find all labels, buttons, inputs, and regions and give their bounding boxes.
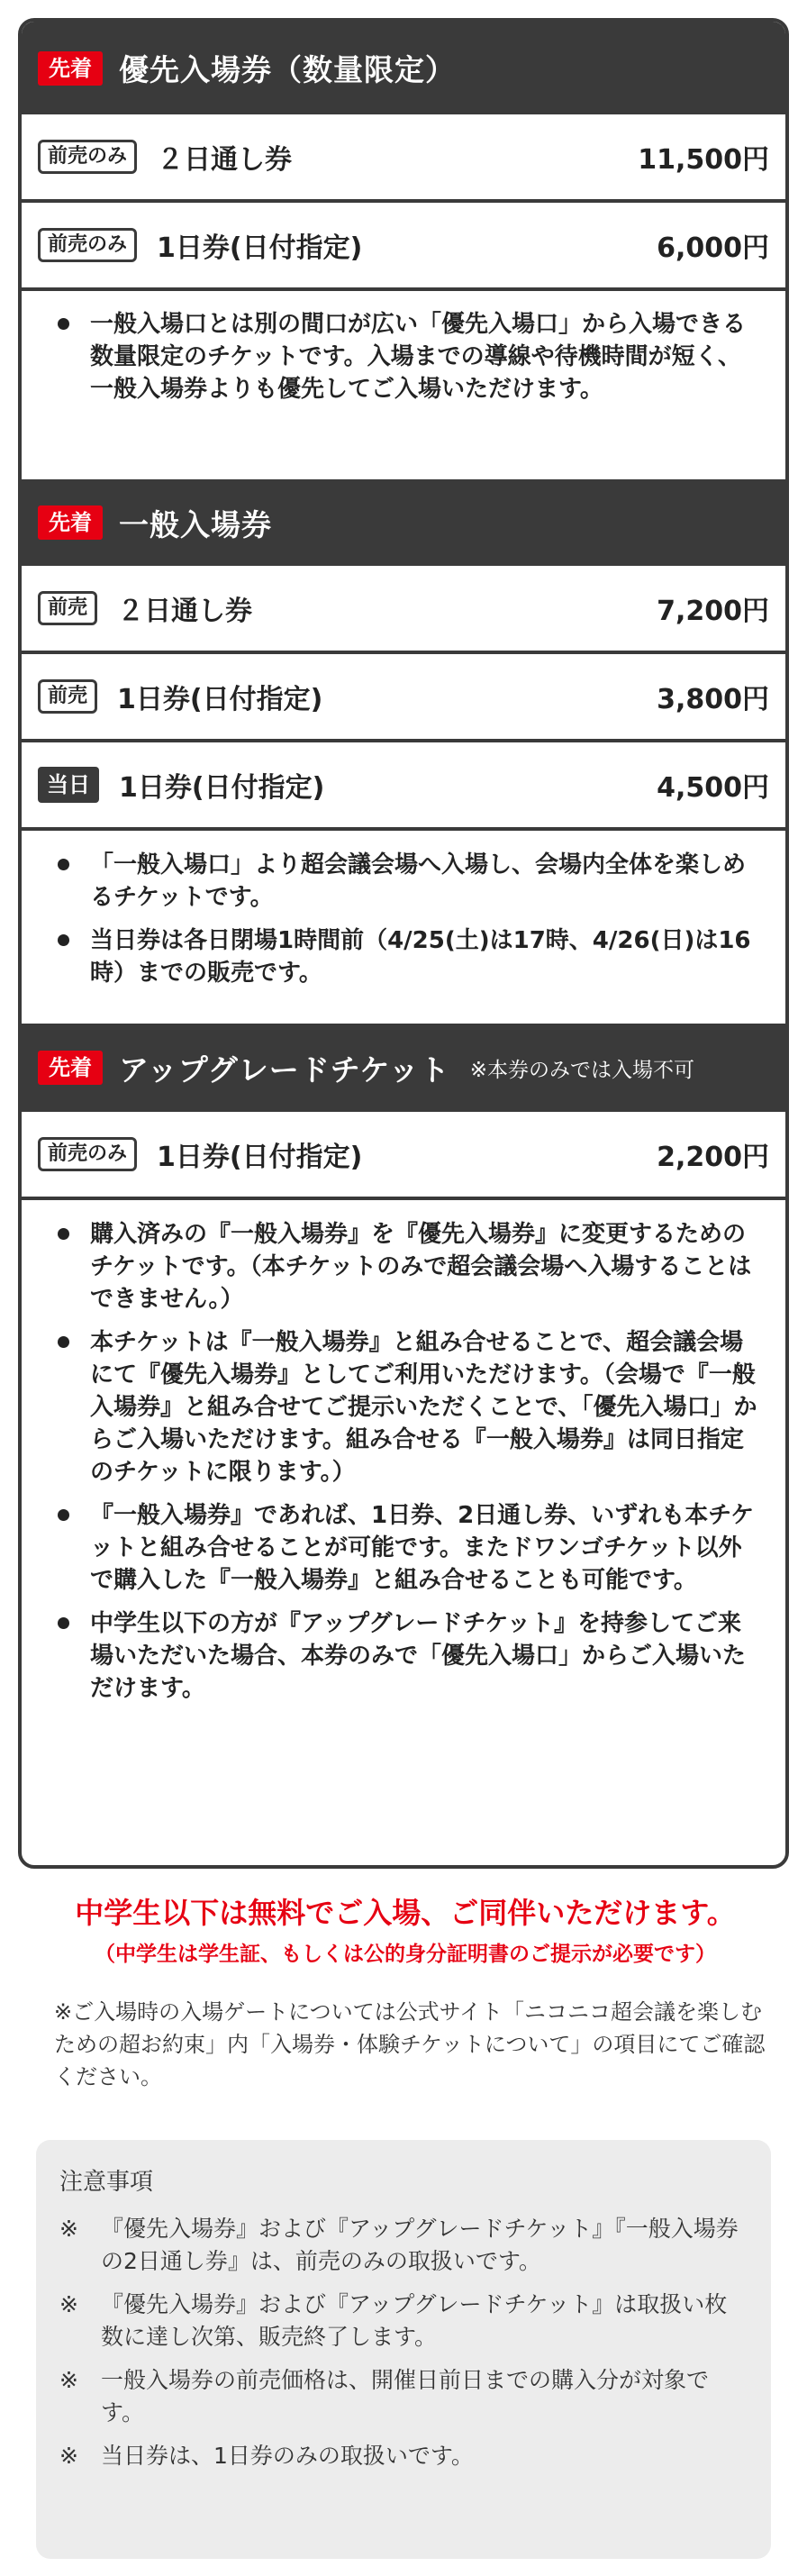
first-come-badge: 先着 — [38, 505, 103, 540]
section-header-priority — [22, 22, 785, 114]
list-item: 「一般入場口」より超会議会場へ入場し、会場内全体を楽しめるチケットです。 — [54, 849, 758, 914]
section-description — [22, 1218, 785, 1716]
ticket-row — [22, 742, 785, 831]
sales-type-tag: 前売 — [38, 591, 97, 625]
section-description — [22, 849, 785, 1000]
ticket-price: 2,200円 — [657, 1142, 769, 1173]
ticket-price-table — [18, 18, 789, 1869]
ticket-row — [22, 203, 785, 291]
caution-item: ※ 当日券は、1日券のみの取扱いです。 — [59, 2440, 748, 2472]
list-item: 本チケットは『一般入場券』と組み合せることで、超会議会場にて『優先入場券』としてご利用いただけます。（会場で『一般入場券』と組み合せてご提示いただくことで、「優先入場口」からご入場いただけます。組み合せる『一般入場券』は同日指定のチケットに限ります。） — [54, 1326, 758, 1488]
list-item: 『一般入場券』であれば、1日券、2日通し券、いずれも本チケットと組み合せることが可能です。またドワンゴチケット以外で購入した『一般入場券』と組み合せることも可能です。 — [54, 1499, 758, 1597]
free-entry-condition: （中学生は学生証、もしくは公的身分証明書のご提示が必要です） — [95, 1943, 716, 1966]
list-item: 中学生以下の方が『アップグレードチケット』を持参してご来場いただいた場合、本券のみで「優先入場口」からご入場いただけます。 — [54, 1607, 758, 1705]
first-come-badge: 先着 — [38, 1051, 103, 1085]
bullet-icon — [58, 1336, 69, 1348]
asterisk-mark-icon: ※ — [59, 2367, 78, 2393]
ticket-price: 7,200円 — [657, 596, 769, 627]
sales-type-tag: 前売のみ — [38, 228, 137, 262]
asterisk-mark-icon: ※ — [59, 2216, 78, 2242]
ticket-name: ２日通し券 — [157, 144, 293, 176]
ticket-name: 1日券(日付指定) — [157, 232, 363, 264]
section-header-general — [22, 479, 785, 566]
ticket-price: 4,500円 — [657, 772, 769, 804]
ticket-row — [22, 654, 785, 742]
bullet-icon — [58, 1509, 69, 1521]
bullet-icon — [58, 934, 69, 946]
ticket-name: ２日通し券 — [117, 596, 253, 627]
bullet-icon — [58, 318, 69, 330]
first-come-badge: 先着 — [38, 51, 103, 86]
section-title: 一般入場券 — [119, 506, 272, 542]
caution-item: ※ 一般入場券の前売価格は、開催日前日までの購入分が対象です。 — [59, 2364, 748, 2429]
same-day-tag: 当日 — [38, 767, 99, 803]
list-item: 一般入場口とは別の間口が広い「優先入場口」から入場できる数量限定のチケットです。入場までの導線や待機時間が短く、一般入場券よりも優先してご入場いただけます。 — [54, 308, 758, 405]
list-item: 購入済みの『一般入場券』を『優先入場券』に変更するためのチケットです。（本チケットのみで超会議会場へ入場することはできません。） — [54, 1218, 758, 1315]
ticket-row — [22, 114, 785, 203]
sales-type-tag: 前売のみ — [38, 1137, 137, 1171]
caution-item: ※ 『優先入場券』および『アップグレードチケット』『一般入場券の2日通し券』は、前売のみの取扱いです。 — [59, 2213, 748, 2278]
bullet-icon — [58, 1228, 69, 1240]
free-entry-notice: 中学生以下は無料でご入場、ご同伴いただけます。 — [75, 1896, 736, 1930]
ticket-row — [22, 1112, 785, 1200]
asterisk-mark-icon: ※ — [59, 2443, 78, 2469]
asterisk-mark-icon: ※ — [59, 2291, 78, 2317]
sales-type-tag: 前売 — [38, 679, 97, 714]
bullet-icon — [58, 859, 69, 870]
caution-title: 注意事項 — [59, 2169, 154, 2196]
bullet-icon — [58, 1617, 69, 1629]
section-header-upgrade — [22, 1024, 785, 1112]
entry-gate-note: ※ご入場時の入場ゲートについては公式サイト「ニコニコ超会議を楽しむための超お約束」内「入場券・体験チケットについて」の項目にてご確認ください。 — [54, 1999, 766, 2089]
section-note: ※本券のみでは入場不可 — [469, 1058, 695, 1082]
section-title: 優先入場券（数量限定） — [119, 52, 456, 87]
list-item: 当日券は各日閉場1時間前（4/25(土)は17時、4/26(日)は16時）までの販売です。 — [54, 924, 758, 989]
ticket-name: 1日券(日付指定) — [117, 684, 323, 715]
ticket-row — [22, 566, 785, 654]
ticket-name: 1日券(日付指定) — [119, 772, 325, 804]
section-description — [22, 308, 785, 416]
sales-type-tag: 前売のみ — [38, 140, 137, 174]
ticket-name: 1日券(日付指定) — [157, 1142, 363, 1173]
caution-box — [36, 2140, 771, 2559]
caution-item: ※ 『優先入場券』および『アップグレードチケット』は取扱い枚数に達し次第、販売終了します。 — [59, 2289, 748, 2353]
ticket-price: 11,500円 — [638, 144, 769, 176]
ticket-price: 6,000円 — [657, 232, 769, 264]
section-title: アップグレードチケット — [119, 1051, 450, 1088]
ticket-price: 3,800円 — [657, 684, 769, 715]
